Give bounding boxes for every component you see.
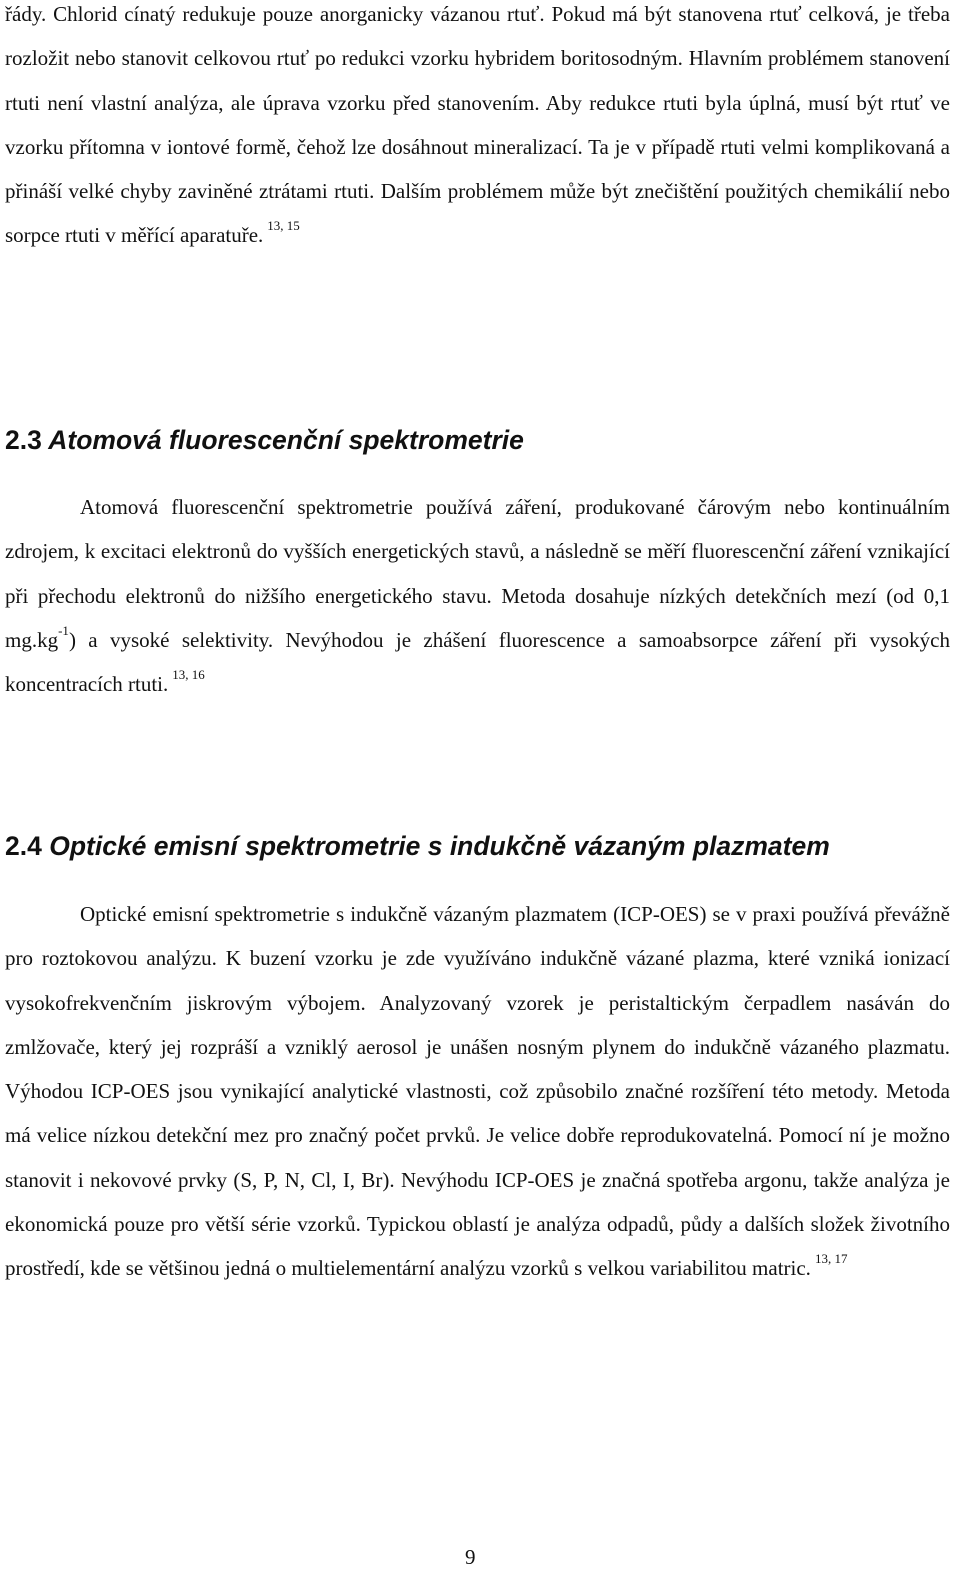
- page-number: 9: [465, 1545, 476, 1569]
- section-heading-2-4: [5, 830, 830, 862]
- paragraph-text: Atomová fluorescenční spektrometrie používá záření, produkované čárovým nebo kontinuálním zdrojem, k excitaci elektronů do vyšších energetických stavů, a následně se měří fluorescenční záření vznikající při přechodu elektronů do nižšího energetického stavu. Metoda dosahuje nízkých detekčních mezí (od 0,1 mg.kg: [5, 495, 950, 652]
- section-number: 2.3: [5, 425, 42, 455]
- paragraph-text: řády. Chlorid cínatý redukuje pouze anorganicky vázanou rtuť. Pokud má být stanovena rtuť celková, je třeba rozložit nebo stanovit celkovou rtuť po redukci vzorku hybridem boritosodným. Hlavním problémem stanovení rtuti není vlastní analýza, ale úprava vzorku před stanovením. Aby redukce rtuti byla úplná, musí být rtuť ve vzorku přítomna v iontové formě, čehož lze dosáhnout mineralizací. Ta je v případě rtuti velmi komplikovaná a přináší velké chyby zaviněné ztrátami rtuti. Dalším problémem může být znečištění použitých chemikálií nebo sorpce rtuti v měřící aparatuře.: [5, 2, 950, 248]
- paragraph-icp-oes: [5, 892, 950, 1291]
- section-2-3-body: [5, 485, 950, 706]
- section-2-4-body: [5, 892, 950, 1291]
- section-heading-2-3: [5, 424, 524, 456]
- section-title: Optické emisní spektrometrie s indukčně vázaným plazmatem: [49, 831, 830, 861]
- unit-exponent: -1: [58, 622, 69, 638]
- section-number: 2.4: [5, 831, 42, 861]
- citation-reference: 13, 16: [172, 667, 205, 683]
- paragraph-text: Optické emisní spektrometrie s indukčně vázaným plazmatem (ICP-OES) se v praxi používá převážně pro roztokovou analýzu. K buzení vzorku je zde využíváno indukčně vázané plazma, které vzniká ionizací vysokofrekvenčním jiskrovým výbojem. Analyzovaný vzorek je peristaltickým čerpadlem nasáván do zmlžovače, který jej rozpráší a vzniklý aerosol je unášen nosným plynem do indukčně vázaného plazmatu. Výhodou ICP-OES jsou vynikající analytické vlastnosti, což způsobilo značné rozšíření této metody. Metoda má velice nízkou detekční mez pro značný počet prvků. Je velice dobře reprodukovatelná. Pomocí ní je možno stanovit i nekovové prvky (S, P, N, Cl, I, Br). Nevýhodu ICP-OES je značná spotřeba argonu, takže analýza je ekonomická pouze pro větší série vzorků. Typickou oblastí je analýza odpadů, půdy a dalších složek životního prostředí, kde se většinou jedná o multielementární analýzu vzorků s velkou variabilitou matric.: [5, 902, 950, 1281]
- citation-reference: 13, 17: [814, 1251, 848, 1267]
- paragraph-text-continued: ) a vysoké selektivity. Nevýhodou je zhášení fluorescence a samoabsorpce záření při vysokých koncentracích rtuti.: [5, 627, 950, 697]
- paragraph-afs: [5, 485, 950, 706]
- citation-reference: 13, 15: [267, 218, 300, 234]
- section-title: Atomová fluorescenční spektrometrie: [48, 425, 524, 455]
- paragraph-mercury-reduction: [5, 0, 950, 258]
